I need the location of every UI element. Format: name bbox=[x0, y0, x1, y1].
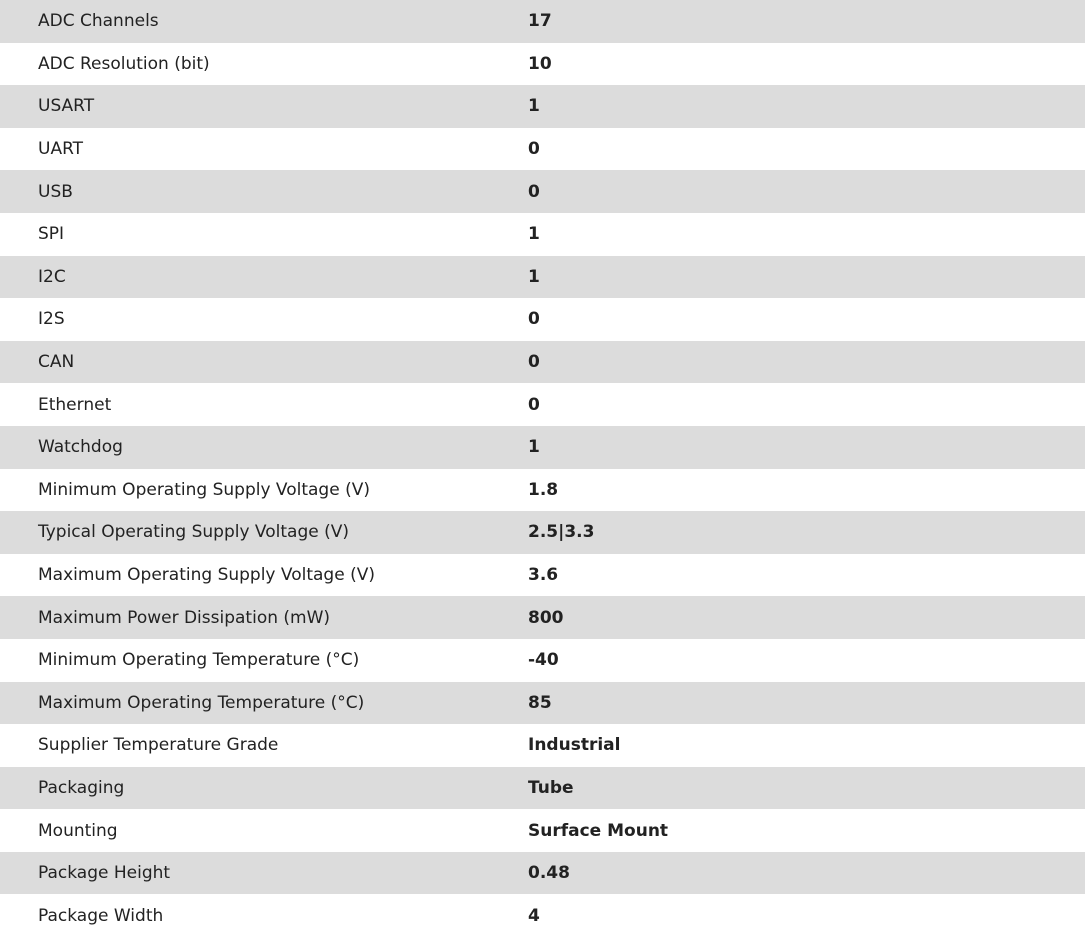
spec-label: Watchdog bbox=[38, 437, 123, 458]
table-row bbox=[0, 128, 1085, 171]
spec-value: Surface Mount bbox=[528, 820, 669, 841]
spec-value: 1 bbox=[528, 224, 540, 245]
spec-value: 85 bbox=[528, 692, 552, 713]
table-row bbox=[0, 767, 1085, 810]
table-row bbox=[0, 894, 1085, 937]
spec-label: Package Width bbox=[38, 905, 164, 926]
spec-value: 4 bbox=[528, 905, 540, 926]
spec-value: 1.8 bbox=[528, 479, 559, 500]
spec-value: 1 bbox=[528, 266, 540, 287]
spec-label: Typical Operating Supply Voltage (V) bbox=[38, 522, 349, 543]
spec-value: -40 bbox=[528, 650, 559, 671]
spec-label: ADC Channels bbox=[38, 11, 159, 32]
spec-label: Maximum Operating Supply Voltage (V) bbox=[38, 565, 375, 586]
spec-label: Maximum Power Dissipation (mW) bbox=[38, 607, 331, 628]
spec-label: Minimum Operating Supply Voltage (V) bbox=[38, 479, 370, 500]
spec-label: Package Height bbox=[38, 863, 171, 884]
spec-label: I2S bbox=[38, 309, 65, 330]
table-row bbox=[0, 298, 1085, 341]
spec-label: Minimum Operating Temperature (°C) bbox=[38, 650, 360, 671]
spec-value: 800 bbox=[528, 607, 564, 628]
table-row bbox=[0, 213, 1085, 256]
spec-label: Ethernet bbox=[38, 394, 112, 415]
spec-value: 0 bbox=[528, 394, 540, 415]
table-row bbox=[0, 43, 1085, 86]
spec-value: Industrial bbox=[528, 735, 621, 756]
table-row bbox=[0, 596, 1085, 639]
spec-label: Maximum Operating Temperature (°C) bbox=[38, 692, 365, 713]
spec-value: 0 bbox=[528, 181, 540, 202]
spec-label: Packaging bbox=[38, 777, 125, 798]
table-row bbox=[0, 341, 1085, 384]
table-row bbox=[0, 383, 1085, 426]
spec-value: 1 bbox=[528, 437, 540, 458]
spec-label: ADC Resolution (bit) bbox=[38, 53, 210, 74]
spec-value: 3.6 bbox=[528, 565, 559, 586]
table-row bbox=[0, 170, 1085, 213]
spec-value: 2.5|3.3 bbox=[528, 522, 595, 543]
spec-label: CAN bbox=[38, 352, 75, 373]
spec-value: 10 bbox=[528, 53, 552, 74]
spec-value: 0 bbox=[528, 352, 540, 373]
table-row bbox=[0, 469, 1085, 512]
spec-value: Tube bbox=[528, 777, 574, 798]
spec-label: USB bbox=[38, 181, 73, 202]
spec-label: I2C bbox=[38, 266, 66, 287]
table-row bbox=[0, 85, 1085, 128]
table-row bbox=[0, 639, 1085, 682]
spec-value: 0.48 bbox=[528, 863, 570, 884]
table-row bbox=[0, 809, 1085, 852]
table-row bbox=[0, 256, 1085, 299]
spec-label: USART bbox=[38, 96, 95, 117]
table-row bbox=[0, 511, 1085, 554]
spec-value: 1 bbox=[528, 96, 540, 117]
spec-value: 17 bbox=[528, 11, 552, 32]
table-row bbox=[0, 852, 1085, 895]
spec-label: Supplier Temperature Grade bbox=[38, 735, 279, 756]
table-row bbox=[0, 682, 1085, 725]
spec-value: 0 bbox=[528, 139, 540, 160]
spec-value: 0 bbox=[528, 309, 540, 330]
spec-label: Mounting bbox=[38, 820, 118, 841]
table-row bbox=[0, 724, 1085, 767]
table-row bbox=[0, 0, 1085, 43]
spec-label: UART bbox=[38, 139, 84, 160]
table-row bbox=[0, 554, 1085, 597]
table-row bbox=[0, 426, 1085, 469]
spec-label: SPI bbox=[38, 224, 65, 245]
